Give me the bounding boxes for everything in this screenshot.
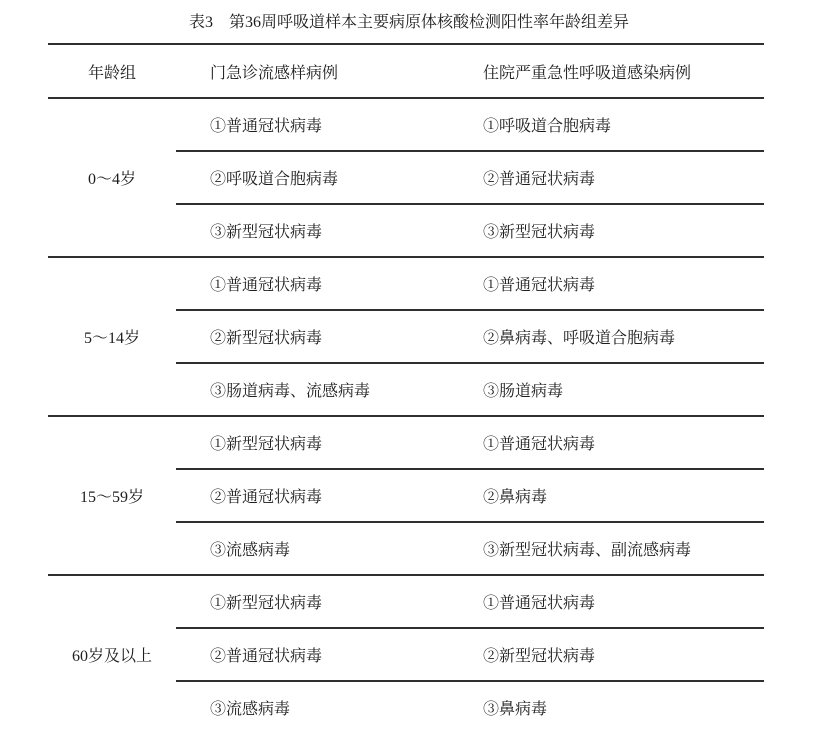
ili-rank-2-cell: ②新型冠状病毒 [210,330,323,347]
sari-rank-3-cell: ③新型冠状病毒 [483,224,596,241]
column-header-age-group: 年龄组 [87,64,136,82]
ili-rank-3-cell: ③新型冠状病毒 [210,224,323,241]
age-group-section-60-plus [48,576,764,733]
table-row [176,523,764,574]
ili-rank-2-cell: ②普通冠状病毒 [210,489,323,506]
sari-rank-1-cell: ①呼吸道合胞病毒 [483,118,612,135]
column-header-sari-cases: 住院严重急性呼吸道感染病例 [483,64,692,82]
table-row [176,417,764,470]
table-row [176,152,764,205]
table-row [176,258,764,311]
ili-rank-3-cell: ③流感病毒 [210,701,291,718]
ili-rank-1-cell: ①新型冠状病毒 [210,595,323,612]
table-row [176,311,764,364]
age-group-label: 60岁及以上 [71,648,152,665]
age-group-label: 0～4岁 [87,171,136,188]
table-row [176,629,764,682]
sari-rank-3-cell: ③鼻病毒 [483,701,548,718]
table-row [176,364,764,415]
sari-rank-3-cell: ③肠道病毒 [483,383,564,400]
ili-rank-3-cell: ③肠道病毒、流感病毒 [210,383,371,400]
age-group-rows [176,99,764,256]
sari-rank-2-cell: ②普通冠状病毒 [483,171,596,188]
sari-rank-2-cell: ②鼻病毒 [483,489,548,506]
ili-rank-1-cell: ①新型冠状病毒 [210,436,323,453]
sari-rank-2-cell: ②新型冠状病毒 [483,648,596,665]
sari-rank-3-cell: ③新型冠状病毒、副流感病毒 [483,542,692,559]
age-group-section-5-14 [48,258,764,417]
table-row [176,576,764,629]
ili-rank-1-cell: ①普通冠状病毒 [210,277,323,294]
table-row [176,682,764,733]
age-group-section-15-59 [48,417,764,576]
sari-rank-1-cell: ①普通冠状病毒 [483,436,596,453]
sari-rank-1-cell: ①普通冠状病毒 [483,277,596,294]
age-group-rows [176,417,764,574]
table-row [176,205,764,256]
age-group-rows [176,576,764,733]
table-header-row [48,45,764,99]
age-group-label: 5～14岁 [83,330,140,347]
table-row [176,470,764,523]
age-group-rows [176,258,764,415]
ili-rank-2-cell: ②呼吸道合胞病毒 [210,171,339,188]
ili-rank-1-cell: ①普通冠状病毒 [210,118,323,135]
column-header-ili-cases: 门急诊流感样病例 [210,64,339,82]
pathogen-positivity-table [48,43,764,733]
ili-rank-3-cell: ③流感病毒 [210,542,291,559]
table-title: 表3 第36周呼吸道样本主要病原体核酸检测阳性率年龄组差异 [188,14,629,31]
age-group-section-0-4 [48,99,764,258]
table-row [176,99,764,152]
sari-rank-1-cell: ①普通冠状病毒 [483,595,596,612]
age-group-label: 15～59岁 [79,489,144,506]
sari-rank-2-cell: ②鼻病毒、呼吸道合胞病毒 [483,330,676,347]
ili-rank-2-cell: ②普通冠状病毒 [210,648,323,665]
